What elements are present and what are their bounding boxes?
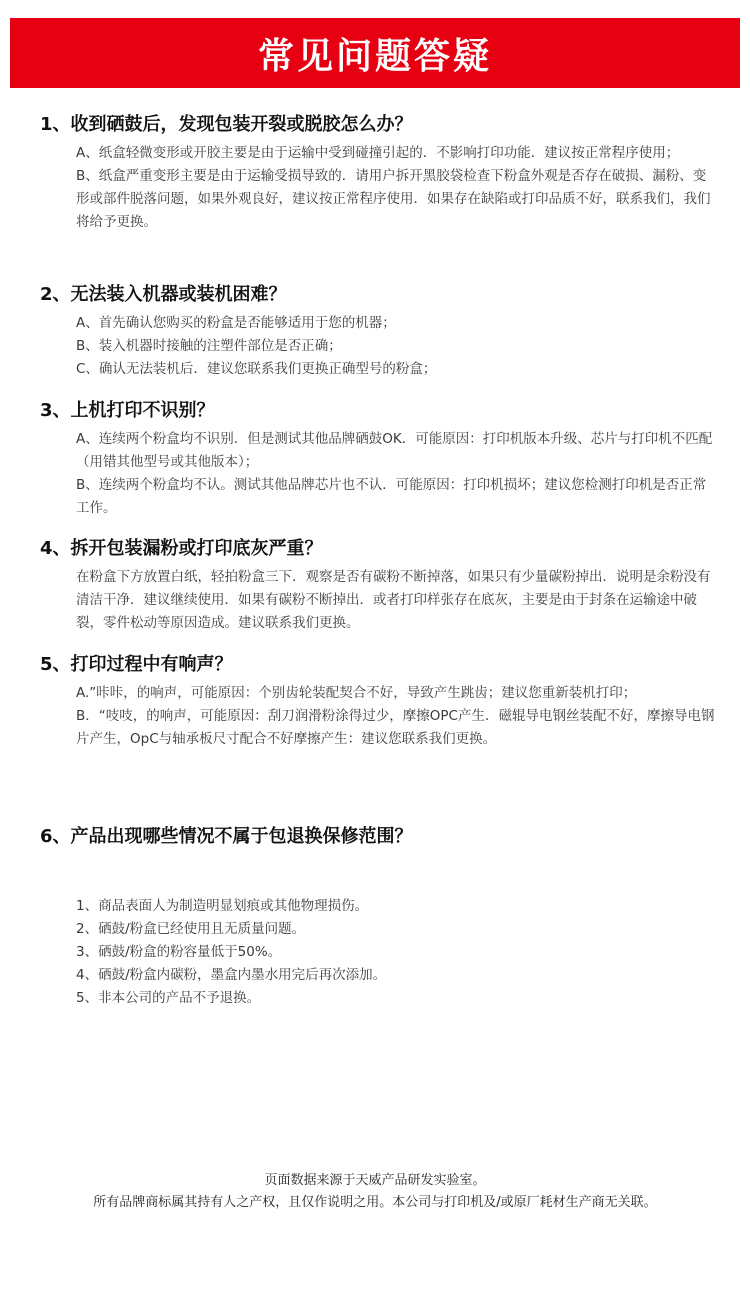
faq-answer-line: B、纸盒严重变形主要是由于运输受损导致的．请用户拆开黑胶袋检查下粉盒外观是否存在破损、漏粉、变形或部件脱落问题，如果外观良好，建议按正常程序使用．如果存在缺陷或打印品质不好，联系我们，我们将给予更换。	[76, 168, 711, 230]
faq-answer-line: A、纸盒轻微变形或开胶主要是由于运输中受到碰撞引起的．不影响打印功能．建议按正常程序使用；	[76, 145, 680, 161]
page-title: 常见问题答疑	[257, 35, 492, 77]
faq-answer-line: B、装入机器时接触的注塑件部位是否正确；	[76, 338, 342, 354]
faq-answer-line: B、连续两个粉盒均不认。测试其他品牌芯片也不认．可能原因：打印机损坏；建议您检测打印机是否正常工作。	[76, 477, 707, 516]
faq-item-3	[40, 398, 720, 520]
faq-answer-line: 5、非本公司的产品不予退换。	[76, 990, 261, 1006]
faq-item-4	[40, 536, 720, 635]
faq-item-2	[40, 282, 720, 381]
faq-answer-line: A、连续两个粉盒均不识别．但是测试其他品牌硒鼓OK．可能原因：打印机版本升级、芯片与打印机不匹配（用错其他型号或其他版本）；	[76, 431, 713, 470]
faq-answer-line: A.”咔咔，的响声，可能原因：个别齿轮装配契合不好，导致产生跳齿；建议您重新装机打印；	[76, 685, 637, 701]
faq-answer-5	[76, 682, 716, 751]
faq-answer-3	[76, 428, 716, 520]
faq-answer-line: 1、商品表面人为制造明显划痕或其他物理损伤。	[76, 898, 369, 914]
faq-answer-line: C、确认无法装机后．建议您联系我们更换正确型号的粉盒；	[76, 361, 437, 377]
faq-item-6	[40, 824, 720, 854]
header-banner	[10, 18, 740, 88]
faq-answer-2	[76, 312, 716, 381]
footer-disclaimer	[0, 1170, 750, 1214]
faq-item-5	[40, 652, 720, 751]
faq-answer-line: 2、硒鼓/粉盒已经使用且无质量问题。	[76, 921, 306, 937]
faq-answer-1	[76, 142, 716, 234]
footer-trademark-note: 所有品牌商标属其持有人之产权，且仅作说明之用。本公司与打印机及/或原厂耗材生产商无关联。	[93, 1195, 657, 1210]
faq-answer-line: B．“吱吱，的响声，可能原因：刮刀润滑粉涂得过少，摩擦OPC产生．磁辊导电钢丝装配不好，摩擦导电钢片产生，OpC与轴承板尺寸配合不好摩擦产生：建议您联系我们更换。	[76, 708, 715, 747]
faq-answer-4	[76, 566, 716, 635]
footer-source-note: 页面数据来源于天威产品研发实验室。	[264, 1173, 486, 1188]
faq-question-6: 6、产品出现哪些情况不属于包退换保修范围？	[40, 826, 413, 847]
faq-item-1	[40, 112, 720, 234]
faq-question-3: 3、上机打印不识别？	[40, 400, 215, 421]
faq-question-4: 4、拆开包装漏粉或打印底灰严重？	[40, 538, 323, 559]
faq-question-5: 5、打印过程中有响声？	[40, 654, 233, 675]
faq-question-2: 2、无法装入机器或装机困难？	[40, 284, 287, 305]
faq-answer-line: 在粉盒下方放置白纸，轻拍粉盒三下．观察是否有碳粉不断掉落，如果只有少量碳粉掉出．说明是余粉没有清洁干净．建议继续使用．如果有碳粉不断掉出．或者打印样张存在底灰，主要是由于封条在运输途中破裂，零件松动等原因造成。建议联系我们更换。	[76, 569, 711, 631]
faq-answer-line: 3、硒鼓/粉盒的粉容量低于50%。	[76, 944, 282, 960]
faq-question-1: 1、收到硒鼓后，发现包装开裂或脱胶怎么办？	[40, 114, 413, 135]
faq-answer-line: A、首先确认您购买的粉盒是否能够适用于您的机器；	[76, 315, 396, 331]
faq-answer-6	[76, 895, 716, 1010]
faq-answer-line: 4、硒鼓/粉盒内碳粉，墨盒内墨水用完后再次添加。	[76, 967, 387, 983]
